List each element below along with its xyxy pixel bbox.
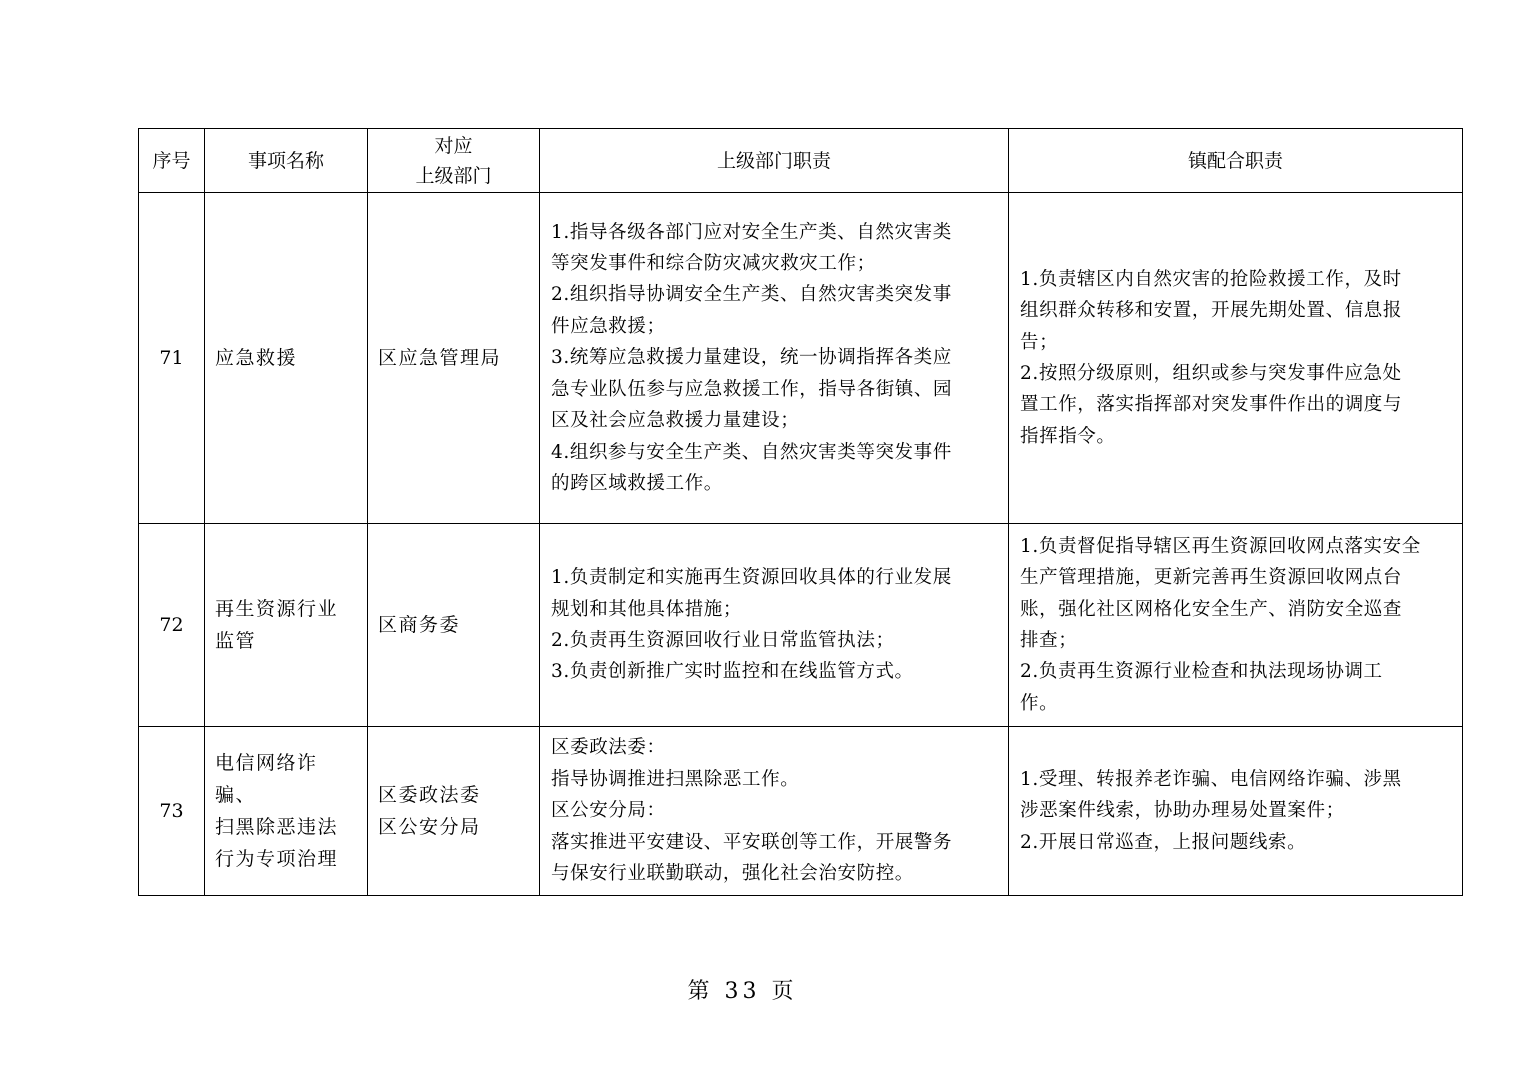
header-name: 事项名称 — [205, 129, 368, 193]
duty-line: 与保安行业联勤联动，强化社会治安防控。 — [551, 863, 914, 885]
row-town-duty — [1009, 524, 1463, 727]
row-dept-duty — [540, 727, 1009, 896]
row-item-name — [205, 524, 368, 727]
duty-line: 急专业队伍参与应急救援工作，指导各街镇、园 — [551, 378, 953, 400]
duty-line: 落实推进平安建设、平安联创等工作，开展警务 — [551, 831, 953, 853]
item-name-line: 再生资源行业 — [215, 598, 339, 620]
duty-line: 4.组织参与安全生产类、自然灾害类等突发事件 — [551, 441, 952, 463]
row-seq: 72 — [139, 524, 205, 727]
row-seq: 73 — [139, 727, 205, 896]
duty-line: 区公安分局： — [551, 800, 666, 822]
town-duty-line: 作。 — [1020, 692, 1059, 714]
header-duty: 上级部门职责 — [540, 129, 1009, 193]
item-name-line: 应急救援 — [215, 347, 298, 369]
row-town-duty — [1009, 727, 1463, 896]
town-duty-line: 组织群众转移和安置，开展先期处置、信息报 — [1020, 300, 1403, 322]
town-duty-line: 2.负责再生资源行业检查和执法现场协调工 — [1020, 661, 1383, 683]
row-dept-duty — [540, 524, 1009, 727]
duty-line: 件应急救援； — [551, 315, 666, 337]
town-duty-line: 涉恶案件线索，协助办理易处置案件； — [1020, 800, 1345, 822]
town-duty-line: 2.按照分级原则，组织或参与突发事件应急处 — [1020, 363, 1402, 384]
town-duty-line: 置工作，落实指挥部对突发事件作出的调度与 — [1020, 394, 1403, 416]
dept-line: 区应急管理局 — [378, 347, 502, 369]
dept-line: 区商务委 — [378, 614, 461, 636]
header-seq: 序号 — [139, 129, 205, 193]
dept-line: 区委政法委 — [378, 784, 481, 806]
duty-line: 等突发事件和综合防灾减灾救灾工作； — [551, 253, 876, 275]
duty-line: 3.负责创新推广实时监控和在线监管方式。 — [551, 661, 914, 683]
dept-line: 区公安分局 — [378, 816, 481, 838]
row-dept — [368, 193, 540, 524]
item-name-line: 扫黑除恶违法 — [215, 816, 339, 838]
page-number: 第 33 页 — [687, 979, 798, 1004]
town-duty-line: 指挥指令。 — [1020, 425, 1116, 447]
row-dept — [368, 524, 540, 727]
duty-line: 区及社会应急救援力量建设； — [551, 410, 800, 432]
town-duty-line: 排查； — [1020, 630, 1078, 651]
town-duty-line: 账，强化社区网格化安全生产、消防安全巡查 — [1020, 598, 1403, 620]
table-row — [139, 193, 1463, 524]
duty-line: 2.组织指导协调安全生产类、自然灾害类突发事 — [551, 284, 952, 306]
row-town-duty — [1009, 193, 1463, 524]
header-town: 镇配合职责 — [1009, 129, 1463, 193]
item-name-line: 行为专项治理 — [215, 848, 339, 870]
table-header-row — [139, 129, 1463, 193]
duty-line: 规划和其他具体措施； — [551, 598, 743, 620]
duty-line: 区委政法委： — [551, 737, 666, 759]
table-row — [139, 524, 1463, 727]
town-duty-line: 1.负责督促指导辖区再生资源回收网点落实安全 — [1020, 535, 1421, 557]
duty-line: 2.负责再生资源回收行业日常监管执法； — [551, 630, 895, 651]
duty-line: 1.指导各级各部门应对安全生产类、自然灾害类 — [551, 221, 952, 243]
item-name-line: 监管 — [215, 630, 257, 652]
duty-line: 1.负责制定和实施再生资源回收具体的行业发展 — [551, 567, 952, 589]
header-dept — [368, 129, 540, 193]
duty-line: 3.统筹应急救援力量建设，统一协调指挥各类应 — [551, 347, 952, 369]
table-row — [139, 727, 1463, 896]
duty-line: 的跨区域救援工作。 — [551, 472, 723, 494]
row-seq: 71 — [139, 193, 205, 524]
responsibility-table — [138, 128, 1463, 896]
row-item-name — [205, 193, 368, 524]
header-dept-line1: 对应 — [434, 134, 473, 157]
town-duty-line: 2.开展日常巡查，上报问题线索。 — [1020, 831, 1307, 853]
town-duty-line: 生产管理措施，更新完善再生资源回收网点台 — [1020, 567, 1403, 589]
town-duty-line: 告； — [1020, 331, 1059, 353]
town-duty-line: 1.负责辖区内自然灾害的抢险救援工作，及时 — [1020, 268, 1402, 290]
row-dept-duty — [540, 193, 1009, 524]
town-duty-line: 1.受理、转报养老诈骗、电信网络诈骗、涉黑 — [1020, 768, 1402, 790]
row-dept — [368, 727, 540, 896]
row-item-name — [205, 727, 368, 896]
header-dept-line2: 上级部门 — [415, 164, 492, 187]
item-name-line: 电信网络诈骗、 — [215, 752, 318, 806]
duty-line: 指导协调推进扫黑除恶工作。 — [551, 768, 800, 790]
